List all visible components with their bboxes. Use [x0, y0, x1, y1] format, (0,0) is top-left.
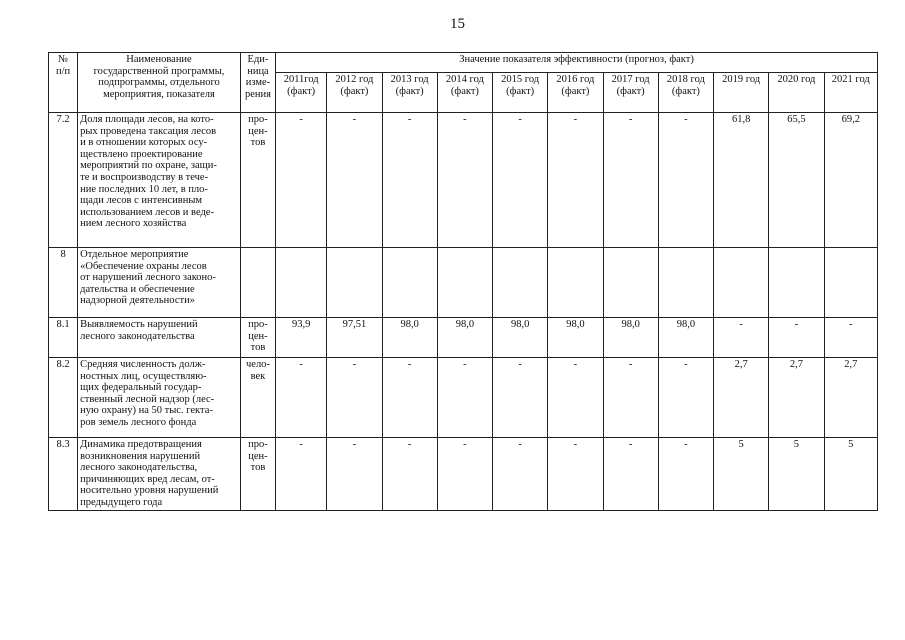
- row-value: -: [276, 358, 327, 438]
- header-num: № п/п: [49, 53, 78, 113]
- row-value: -: [437, 358, 492, 438]
- row-value: [658, 248, 713, 318]
- table-row: [49, 438, 878, 511]
- row-value: 93,9: [276, 318, 327, 358]
- row-unit: про- цен- тов: [240, 113, 275, 248]
- header-year: 2016 год (факт): [548, 73, 603, 113]
- row-unit: про- цен- тов: [240, 318, 275, 358]
- row-value: -: [603, 113, 658, 248]
- row-value: [276, 248, 327, 318]
- header-year: 2012 год (факт): [327, 73, 382, 113]
- header-name: Наименование государственной программы, подпрограммы, отдельного мероприятия, показателя: [78, 53, 241, 113]
- row-value: 2,7: [714, 358, 769, 438]
- row-number: 8.2: [49, 358, 78, 438]
- row-value: [437, 248, 492, 318]
- table-row: [49, 318, 878, 358]
- header-year: 2017 год (факт): [603, 73, 658, 113]
- row-number: 8.1: [49, 318, 78, 358]
- header-year: 2019 год: [714, 73, 769, 113]
- row-unit: [240, 248, 275, 318]
- row-value: -: [327, 358, 382, 438]
- row-number: 7.2: [49, 113, 78, 248]
- table-row: [49, 248, 878, 318]
- row-value: 98,0: [437, 318, 492, 358]
- row-value: 98,0: [603, 318, 658, 358]
- row-value: [603, 248, 658, 318]
- row-value: -: [769, 318, 824, 358]
- row-value: -: [382, 358, 437, 438]
- indicators-table: [48, 52, 878, 511]
- row-value: 2,7: [824, 358, 877, 438]
- row-value: 61,8: [714, 113, 769, 248]
- row-value: 97,51: [327, 318, 382, 358]
- page-number: 15: [450, 16, 465, 32]
- row-value: -: [658, 438, 713, 511]
- row-name: Доля площади лесов, на кото- рых проведена таксация лесов и в отношении которых осу- ществлено проектирование мероприятий по охране, защи- те и воспроизводству в тече- ние последних 10 лет, в пло- щади лесов с интенсивным использованием лесов и веде- нием лесного хозяйства: [78, 113, 241, 248]
- header-year: 2020 год: [769, 73, 824, 113]
- row-value: -: [824, 318, 877, 358]
- header-year: 2018 год (факт): [658, 73, 713, 113]
- row-value: 5: [714, 438, 769, 511]
- row-value: 98,0: [658, 318, 713, 358]
- row-value: -: [658, 358, 713, 438]
- row-value: -: [276, 113, 327, 248]
- row-value: [493, 248, 548, 318]
- row-value: -: [382, 438, 437, 511]
- row-value: [714, 248, 769, 318]
- row-value: -: [603, 358, 658, 438]
- row-value: -: [382, 113, 437, 248]
- row-value: -: [327, 113, 382, 248]
- header-year: 2021 год: [824, 73, 877, 113]
- row-value: -: [548, 113, 603, 248]
- row-name: Динамика предотвращения возникновения нарушений лесного законодательства, причиняющих вред лесам, от- носительно уровня нарушений предыдущего года: [78, 438, 241, 511]
- header-year: 2015 год (факт): [493, 73, 548, 113]
- header-year: 2011год (факт): [276, 73, 327, 113]
- header-year: 2014 год (факт): [437, 73, 492, 113]
- row-value: -: [603, 438, 658, 511]
- row-name: Средняя численность долж- ностных лиц, осуществляю- щих федеральный государ- ственный лесной надзор (лес- ную охрану) на 50 тыс. гекта- ров земель лесного фонда: [78, 358, 241, 438]
- row-value: 98,0: [548, 318, 603, 358]
- row-number: 8.3: [49, 438, 78, 511]
- row-value: 98,0: [493, 318, 548, 358]
- row-value: -: [327, 438, 382, 511]
- row-value: [769, 248, 824, 318]
- header-indicator: Значение показателя эффективности (прогноз, факт): [276, 53, 878, 73]
- table-row: [49, 113, 878, 248]
- row-unit: про- цен- тов: [240, 438, 275, 511]
- row-value: 2,7: [769, 358, 824, 438]
- header-year: 2013 год (факт): [382, 73, 437, 113]
- row-value: -: [548, 358, 603, 438]
- row-value: -: [493, 358, 548, 438]
- row-name: Выявляемость нарушений лесного законодательства: [78, 318, 241, 358]
- row-value: [824, 248, 877, 318]
- row-value: -: [714, 318, 769, 358]
- row-value: 5: [769, 438, 824, 511]
- row-value: 69,2: [824, 113, 877, 248]
- row-value: -: [437, 113, 492, 248]
- row-value: -: [276, 438, 327, 511]
- table-row: [49, 358, 878, 438]
- row-value: 65,5: [769, 113, 824, 248]
- row-value: [327, 248, 382, 318]
- row-name: Отдельное мероприятие «Обеспечение охраны лесов от нарушений лесного законо- дательства и обеспечение надзорной деятельности»: [78, 248, 241, 318]
- row-value: -: [548, 438, 603, 511]
- header-unit: Еди- ница изме- рения: [240, 53, 275, 113]
- row-unit: чело- век: [240, 358, 275, 438]
- row-value: -: [437, 438, 492, 511]
- row-value: -: [493, 438, 548, 511]
- row-value: [548, 248, 603, 318]
- row-value: [382, 248, 437, 318]
- row-value: 5: [824, 438, 877, 511]
- row-value: -: [658, 113, 713, 248]
- row-number: 8: [49, 248, 78, 318]
- row-value: 98,0: [382, 318, 437, 358]
- row-value: -: [493, 113, 548, 248]
